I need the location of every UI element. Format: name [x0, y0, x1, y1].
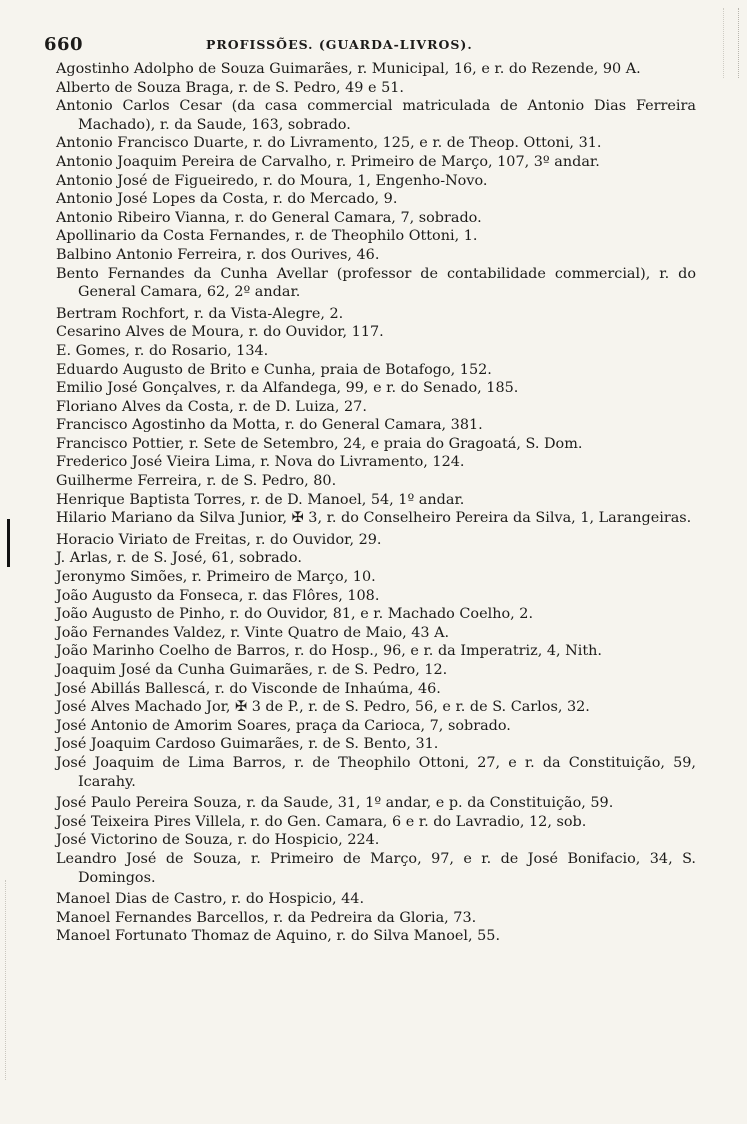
list-item: José Paulo Pereira Souza, r. da Saude, 31, 1º andar, e p. da Constituição, 59.: [56, 795, 614, 812]
list-item: Cesarino Alves de Moura, r. do Ouvidor, 117.: [56, 324, 384, 341]
list-item: Francisco Agostinho da Motta, r. do General Camara, 381.: [56, 417, 483, 434]
list-item: Hilario Mariano da Silva Junior, ✠ 3, r. do Conselheiro Pereira da Silva, 1, Larangeiras.: [56, 510, 692, 527]
list-item: Manoel Fortunato Thomaz de Aquino, r. do Silva Manoel, 55.: [56, 928, 501, 945]
list-item: José Victorino de Souza, r. do Hospicio, 224.: [56, 832, 380, 849]
list-item: Alberto de Souza Braga, r. de S. Pedro, 49 e 51.: [56, 79, 404, 96]
running-head: PROFISSÕES. (GUARDA-LIVROS).: [206, 37, 473, 52]
page-edge-marks-left: [5, 880, 7, 1080]
list-item: Leandro José de Souza, r. Primeiro de Março, 97, e r. de José Bonifacio, 34, S. Domingos.: [56, 850, 696, 886]
list-item: José Joaquim Cardoso Guimarães, r. de S. Bento, 31.: [56, 736, 439, 753]
page-header: [44, 34, 694, 54]
list-item: Horacio Viriato de Freitas, r. do Ouvidor, 29.: [56, 531, 382, 548]
list-item: Francisco Pottier, r. Sete de Setembro, 24, e praia do Gragoatá, S. Dom.: [56, 435, 583, 452]
page-number: 660: [44, 34, 84, 55]
list-item: Joaquim José da Cunha Guimarães, r. de S. Pedro, 12.: [56, 662, 448, 678]
list-item: José Teixeira Pires Villela, r. do Gen. Camara, 6 e r. do Lavradio, 12, sob.: [56, 813, 587, 830]
list-item: João Augusto da Fonseca, r. das Flôres, 108.: [56, 587, 380, 604]
list-item: Manoel Fernandes Barcellos, r. da Pedreira da Gloria, 73.: [56, 909, 477, 926]
list-item: E. Gomes, r. do Rosario, 134.: [56, 342, 269, 359]
list-item: Agostinho Adolpho de Souza Guimarães, r. Municipal, 16, e r. do Rezende, 90 A.: [56, 61, 641, 77]
list-item: José Antonio de Amorim Soares, praça da Carioca, 7, sobrado.: [56, 717, 511, 734]
list-item: João Augusto de Pinho, r. do Ouvidor, 81, e r. Machado Coelho, 2.: [56, 606, 534, 623]
list-item: Floriano Alves da Costa, r. de D. Luiza, 27.: [56, 398, 367, 415]
list-item: Apollinario da Costa Fernandes, r. de Theophilo Ottoni, 1.: [56, 228, 478, 245]
list-item: Bento Fernandes da Cunha Avellar (professor de contabilidade commercial), r. do General Camara, 62, 2º andar.: [56, 265, 696, 301]
list-item: José Alves Machado Jor, ✠ 3 de P., r. de S. Pedro, 56, e r. de S. Carlos, 32.: [56, 699, 590, 716]
list-item: Guilherme Ferreira, r. de S. Pedro, 80.: [56, 473, 337, 490]
list-item: João Marinho Coelho de Barros, r. do Hosp., 96, e r. da Imperatriz, 4, Nith.: [56, 643, 602, 660]
list-item: José Abillás Ballescá, r. do Visconde de Inhaúma, 46.: [56, 680, 441, 697]
list-item: Antonio José Lopes da Costa, r. do Mercado, 9.: [56, 191, 398, 208]
list-item: Antonio Joaquim Pereira de Carvalho, r. Primeiro de Março, 107, 3º andar.: [56, 153, 600, 170]
entry-list: [56, 60, 696, 946]
list-item: Antonio Francisco Duarte, r. do Livramento, 125, e r. de Theop. Ottoni, 31.: [56, 135, 602, 152]
margin-ink-mark: [7, 519, 10, 567]
list-item: Balbino Antonio Ferreira, r. dos Ourives, 46.: [56, 246, 380, 263]
list-item: João Fernandes Valdez, r. Vinte Quatro de Maio, 43 A.: [56, 624, 450, 641]
list-item: J. Arlas, r. de S. José, 61, sobrado.: [56, 550, 302, 567]
list-item: Antonio José de Figueiredo, r. do Moura, 1, Engenho-Novo.: [56, 172, 488, 189]
list-item: Bertram Rochfort, r. da Vista-Alegre, 2.: [56, 305, 344, 322]
list-item: Manoel Dias de Castro, r. do Hospicio, 44.: [56, 891, 365, 908]
list-item: Jeronymo Simões, r. Primeiro de Março, 10.: [56, 569, 376, 586]
list-item: Eduardo Augusto de Brito e Cunha, praia de Botafogo, 152.: [56, 361, 492, 378]
list-item: Henrique Baptista Torres, r. de D. Manoel, 54, 1º andar.: [56, 491, 465, 508]
page-edge-marks: [723, 8, 739, 78]
list-item: José Joaquim de Lima Barros, r. de Theophilo Ottoni, 27, e r. da Constituição, 59, Icarahy.: [56, 754, 696, 790]
list-item: Frederico José Vieira Lima, r. Nova do Livramento, 124.: [56, 454, 465, 471]
list-item: Antonio Ribeiro Vianna, r. do General Camara, 7, sobrado.: [56, 209, 482, 226]
list-item: Antonio Carlos Cesar (da casa commercial matriculada de Antonio Dias Ferreira Machado), r. da Saude, 163, sobrado.: [56, 98, 696, 133]
list-item: Emilio José Gonçalves, r. da Alfandega, 99, e r. do Senado, 185.: [56, 380, 519, 397]
